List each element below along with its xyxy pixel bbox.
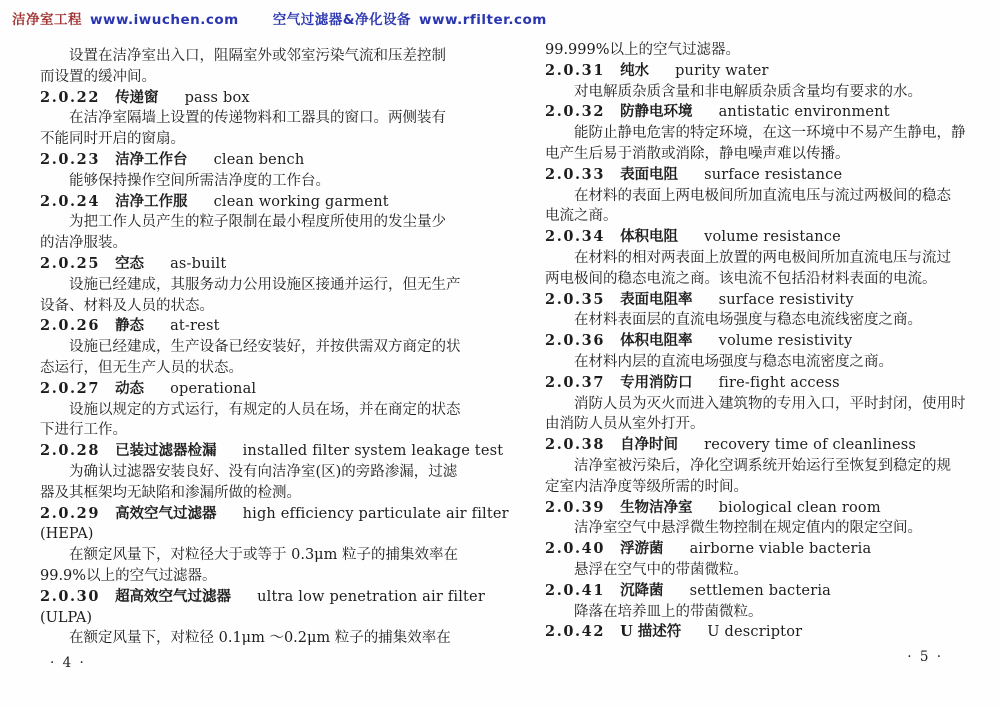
body-text-line: 能够保持操作空间所需洁净度的工作台。 (69, 172, 330, 189)
body-text-line: 在材料表面层的直流电场强度与稳态电流线密度之商。 (574, 312, 922, 329)
body-text-line: 设施已经建成，其服务动力公用设施区接通并运行，但无生产 (69, 276, 461, 293)
term-en: volume resistivity (718, 333, 853, 350)
term-heading-line (545, 622, 1000, 643)
term-heading-line (40, 441, 504, 462)
term-zh: 洁净工作台 (115, 150, 188, 168)
page-right-text (545, 40, 1000, 643)
term-zh: 专用消防口 (620, 373, 693, 391)
term-heading-line (40, 150, 496, 171)
term-num: 2.0.22 (40, 88, 101, 106)
body-text-line: 为确认过滤器安装良好、没有向洁净室(区)的旁路渗漏，过滤 (69, 463, 458, 480)
term-num: 2.0.36 (545, 332, 606, 350)
page-right (545, 40, 1000, 667)
term-num: 2.0.23 (40, 150, 101, 168)
term-en: surface resistance (704, 166, 843, 183)
term-en: pass box (184, 89, 250, 106)
term-en: airborne viable bacteria (689, 541, 872, 558)
term-en: ultra low penetration air filter (257, 588, 485, 605)
term-heading-line (40, 379, 496, 400)
page-number-right: · 5 · (907, 649, 943, 666)
term-en: recovery time of cleanliness (704, 437, 917, 454)
term-zh: 表面电阻率 (620, 290, 693, 308)
body-text-line: 态运行，但无生产人员的状态。 (40, 359, 243, 376)
term-heading-line (545, 290, 1000, 311)
term-zh: 高效空气过滤器 (115, 504, 217, 522)
term-num: 2.0.38 (545, 436, 606, 454)
term-num: 2.0.25 (40, 254, 101, 272)
term-num: 2.0.24 (40, 192, 101, 210)
term-heading-line (545, 498, 1000, 519)
body-text-line: 电产生后易于消散或消除，静电噪声难以传播。 (545, 145, 850, 162)
term-heading-line (40, 88, 496, 109)
term-heading-line (545, 331, 1000, 352)
term-num: 2.0.41 (545, 581, 606, 599)
term-zh: 沉降菌 (620, 581, 664, 599)
term-zh: 体积电阻率 (620, 332, 693, 350)
term-en: clean bench (213, 151, 305, 168)
term-num: 2.0.40 (545, 540, 606, 558)
term-heading-line (40, 587, 496, 608)
term-num: 2.0.33 (545, 165, 606, 183)
body-text-line: 不能同时开启的窗扇。 (40, 131, 185, 148)
term-num: 2.0.32 (545, 103, 606, 121)
term-heading-line (40, 192, 496, 213)
term-zh: 超高效空气过滤器 (115, 587, 232, 605)
body-text-line: 器及其框架均无缺陷和渗漏所做的检测。 (40, 484, 301, 501)
term-en: biological clean room (718, 499, 881, 516)
term-en: high efficiency particulate air filter (242, 505, 509, 522)
term-en: U descriptor (707, 624, 803, 641)
term-zh: U 描述符 (620, 623, 682, 641)
site2-url[interactable]: www.rfilter.com (419, 12, 547, 28)
term-zh: 动态 (115, 379, 145, 397)
term-en: operational (170, 380, 257, 397)
term-heading-line (545, 539, 1000, 560)
term-zh: 静态 (115, 317, 145, 335)
body-text-line: 定室内洁净度等级所需的时间。 (545, 478, 748, 495)
site1-name: 洁净室工程 (12, 12, 82, 28)
term-num: 2.0.27 (40, 379, 101, 397)
page-left-text (40, 46, 509, 649)
term-num: 2.0.39 (545, 498, 606, 516)
body-text-line: 在材料的表面上两电极间所加直流电压与流过两极间的稳态 (574, 187, 951, 204)
body-text-line: 而设置的缓冲间。 (40, 68, 156, 85)
term-num: 2.0.34 (545, 228, 606, 246)
body-text-line: 设施已经建成，生产设备已经安装好，并按供需双方商定的状 (69, 339, 461, 356)
term-en: surface resistivity (718, 291, 854, 308)
term-num: 2.0.37 (545, 373, 606, 391)
body-text-line: 设施以规定的方式运行，有规定的人员在场，并在商定的状态 (69, 401, 461, 418)
term-zh: 防静电环境 (620, 103, 693, 121)
body-text-line: 设备、材料及人员的状态。 (40, 297, 214, 314)
term-en: as-built (170, 255, 227, 272)
term-zh: 空态 (115, 254, 145, 272)
body-text-line: 两电极间的稳态电流之商。该电流不包括沿材料表面的电流。 (545, 270, 937, 287)
term-zh: 体积电阻 (620, 228, 679, 246)
term-en: at-rest (170, 318, 220, 335)
body-text-line: (HEPA) (40, 526, 94, 543)
term-en: antistatic environment (718, 104, 890, 121)
term-heading-line (545, 435, 1000, 456)
body-text-line: 悬浮在空气中的带菌微粒。 (574, 561, 748, 578)
term-heading-line (545, 373, 1000, 394)
body-text-line: 在材料的相对两表面上放置的两电极间所加直流电压与流过 (574, 249, 951, 266)
term-en: installed filter system leakage test (242, 443, 504, 460)
body-text-line: 下进行工作。 (40, 422, 127, 439)
term-zh: 自净时间 (620, 436, 679, 454)
body-text-line: 在额定风量下，对粒径大于或等于 0.3μm 粒子的捕集效率在 (69, 547, 458, 564)
term-en: fire-fight access (718, 374, 840, 391)
term-heading-line (545, 227, 1000, 248)
term-heading-line (40, 504, 509, 525)
term-zh: 传递窗 (115, 88, 159, 106)
term-zh: 洁净工作服 (115, 192, 188, 210)
term-num: 2.0.28 (40, 442, 101, 460)
body-text-line: 洁净室被污染后，净化空调系统开始运行至恢复到稳定的规 (574, 457, 951, 474)
term-num: 2.0.29 (40, 504, 101, 522)
term-zh: 已装过滤器检漏 (115, 442, 217, 460)
body-text-line: 99.999%以上的空气过滤器。 (545, 42, 741, 58)
term-heading-line (545, 102, 1000, 123)
term-zh: 表面电阻 (620, 165, 679, 183)
body-text-line: 洁净室空气中悬浮微生物控制在规定值内的限定空间。 (574, 520, 922, 537)
body-text-line: 电流之商。 (545, 208, 618, 225)
watermark-header (12, 8, 555, 28)
body-text-line: 由消防人员从室外打开。 (545, 416, 705, 433)
body-text-line: (ULPA) (40, 609, 93, 626)
term-num: 2.0.31 (545, 61, 606, 79)
body-text-line: 在洁净室隔墙上设置的传递物料和工器具的窗口。两侧装有 (69, 110, 446, 127)
term-zh: 纯水 (620, 61, 650, 79)
body-text-line: 为把工作人员产生的粒子限制在最小程度所使用的发尘量少 (69, 214, 446, 231)
term-num: 2.0.35 (545, 290, 606, 308)
body-text-line: 能防止静电危害的特定环境，在这一环境中不易产生静电，静 (574, 125, 966, 142)
term-en: purity water (675, 62, 769, 79)
term-heading-line (545, 581, 1000, 602)
body-text-line: 的洁净服装。 (40, 235, 127, 252)
term-zh: 生物洁净室 (620, 498, 693, 516)
term-num: 2.0.26 (40, 317, 101, 335)
term-heading-line (40, 254, 496, 275)
term-en: volume resistance (704, 229, 841, 246)
term-heading-line (545, 61, 1000, 82)
term-en: settlemen bacteria (689, 582, 832, 599)
term-num: 2.0.30 (40, 587, 101, 605)
site2-name: 空气过滤器&净化设备 (272, 12, 412, 28)
body-text-line: 在额定风量下，对粒径 0.1μm ～0.2μm 粒子的捕集效率在 (69, 630, 451, 647)
body-text-line: 设置在洁净室出入口，阻隔室外或邻室污染气流和压差控制 (69, 48, 446, 64)
body-text-line: 降落在培养皿上的带菌微粒。 (574, 603, 763, 620)
term-en: clean working garment (213, 193, 389, 210)
body-text-line: 消防人员为灭火而进入建筑物的专用入口，平时封闭，使用时 (574, 395, 966, 412)
page-number-left: · 4 · (50, 655, 86, 672)
term-zh: 浮游菌 (620, 540, 664, 558)
site1-url[interactable]: www.iwuchen.com (90, 12, 239, 28)
body-text-line: 对电解质杂质含量和非电解质杂质含量均有要求的水。 (574, 83, 922, 100)
term-num: 2.0.42 (545, 623, 606, 641)
page-left (40, 46, 509, 673)
term-heading-line (545, 165, 1000, 186)
body-text-line: 在材料内层的直流电场强度与稳态电流密度之商。 (574, 353, 893, 370)
body-text-line: 99.9%以上的空气过滤器。 (40, 567, 217, 584)
term-heading-line (40, 316, 496, 337)
